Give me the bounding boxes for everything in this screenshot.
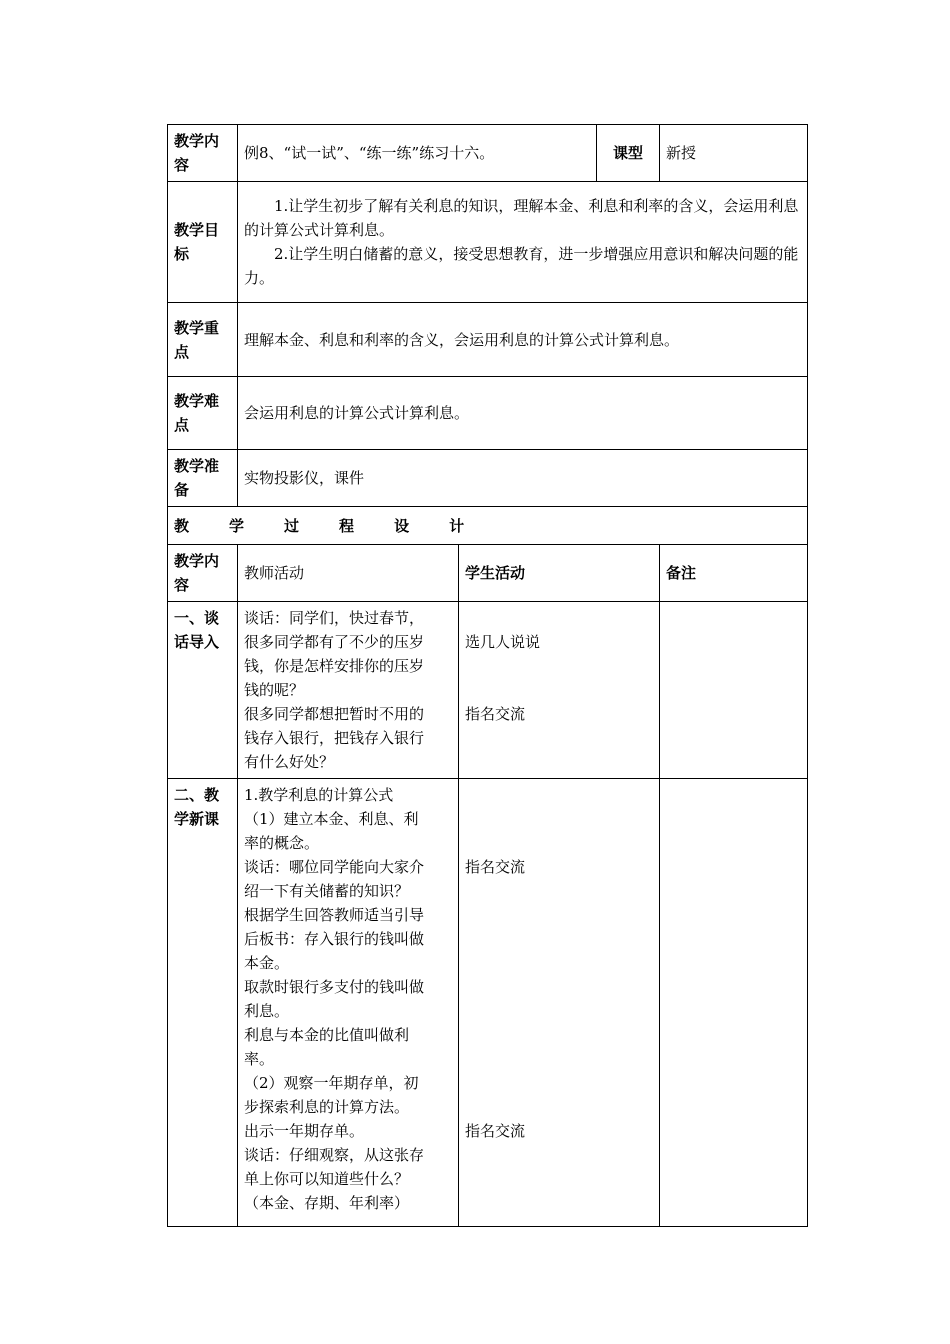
difficulties-label: 教学难点 [168, 377, 238, 450]
teacher-line: 很多同学都有了不少的压岁 [244, 633, 425, 651]
preparation-value: 实物投影仪，课件 [238, 450, 808, 507]
column-notes-header: 备注 [660, 545, 808, 602]
teacher-activity [238, 779, 459, 1227]
process-title-char: 过 [284, 516, 300, 535]
preparation-row [168, 450, 808, 507]
teacher-line: （本金、存期、年利率） [244, 1194, 410, 1212]
key-points-value: 理解本金、利息和利率的含义，会运用利息的计算公式计算利息。 [238, 303, 808, 377]
section-name: 一、谈话导入 [168, 602, 238, 779]
notes-cell [660, 602, 808, 779]
content-label: 教学内容 [168, 125, 238, 182]
column-header-row [168, 545, 808, 602]
teacher-line: 有什么好处？ [244, 753, 335, 771]
student-activity [459, 779, 660, 1227]
student-line: 指名交流 [465, 1122, 526, 1140]
process-title-char: 计 [449, 516, 465, 535]
objectives-label: 教学目标 [168, 182, 238, 303]
teacher-line: 率。 [244, 1050, 275, 1068]
teacher-line: 1.教学利息的计算公式 [244, 786, 394, 804]
process-title [168, 507, 808, 545]
teacher-line: 利息。 [244, 1002, 290, 1020]
column-content-header: 教学内容 [168, 545, 238, 602]
key-points-row [168, 303, 808, 377]
section-name: 二、教学新课 [168, 779, 238, 1227]
type-value: 新授 [660, 125, 808, 182]
student-activity [459, 602, 660, 779]
content-value: 例8、“试一试”、“练一练”练习十六。 [238, 125, 597, 182]
student-line: 选几人说说 [465, 633, 541, 651]
notes-cell [660, 779, 808, 1227]
teacher-line: （2）观察一年期存单，初 [244, 1074, 419, 1092]
teacher-line: 钱的呢？ [244, 681, 305, 699]
teacher-line: 出示一年期存单。 [244, 1122, 365, 1140]
teacher-line: 单上你可以知道些什么？ [244, 1170, 410, 1188]
type-label: 课型 [597, 125, 660, 182]
objectives-row [168, 182, 808, 303]
process-title-char: 程 [339, 516, 355, 535]
teacher-activity [238, 602, 459, 779]
column-student-header: 学生活动 [459, 545, 660, 602]
teacher-line: 本金。 [244, 954, 290, 972]
lesson-plan-table [167, 124, 808, 1227]
header-row [168, 125, 808, 182]
key-points-label: 教学重点 [168, 303, 238, 377]
process-title-char: 学 [229, 516, 245, 535]
process-title-char: 设 [394, 516, 410, 535]
difficulties-value: 会运用利息的计算公式计算利息。 [238, 377, 808, 450]
column-teacher-header: 教师活动 [238, 545, 459, 602]
difficulties-row [168, 377, 808, 450]
objectives-value [238, 182, 808, 303]
objective-item-2: 2.让学生明白储蓄的意义，接受思想教育，进一步增强应用意识和解决问题的能力。 [244, 245, 799, 287]
section-row-intro [168, 602, 808, 779]
teacher-line: 谈话：同学们，快过春节， [244, 609, 425, 627]
teacher-line: 很多同学都想把暂时不用的 [244, 705, 425, 723]
objective-item-1: 1.让学生初步了解有关利息的知识，理解本金、利息和利率的含义，会运用利息的计算公式计算利息。 [244, 197, 799, 239]
process-title-row [168, 507, 808, 545]
teacher-line: 率的概念。 [244, 834, 320, 852]
student-line: 指名交流 [465, 858, 526, 876]
teacher-line: 绍一下有关储蓄的知识？ [244, 882, 410, 900]
process-title-char: 教 [174, 516, 190, 535]
teacher-line: （1）建立本金、利息、利 [244, 810, 419, 828]
section-row-new-lesson [168, 779, 808, 1227]
student-line: 指名交流 [465, 705, 526, 723]
teacher-line: 取款时银行多支付的钱叫做 [244, 978, 425, 996]
teacher-line: 钱存入银行，把钱存入银行 [244, 729, 425, 747]
teacher-line: 利息与本金的比值叫做利 [244, 1026, 410, 1044]
preparation-label: 教学准备 [168, 450, 238, 507]
teacher-line: 根据学生回答教师适当引导 [244, 906, 425, 924]
teacher-line: 后板书：存入银行的钱叫做 [244, 930, 425, 948]
teacher-line: 谈话：仔细观察，从这张存 [244, 1146, 425, 1164]
teacher-line: 步探索利息的计算方法。 [244, 1098, 410, 1116]
teacher-line: 钱，你是怎样安排你的压岁 [244, 657, 425, 675]
teacher-line: 谈话：哪位同学能向大家介 [244, 858, 425, 876]
